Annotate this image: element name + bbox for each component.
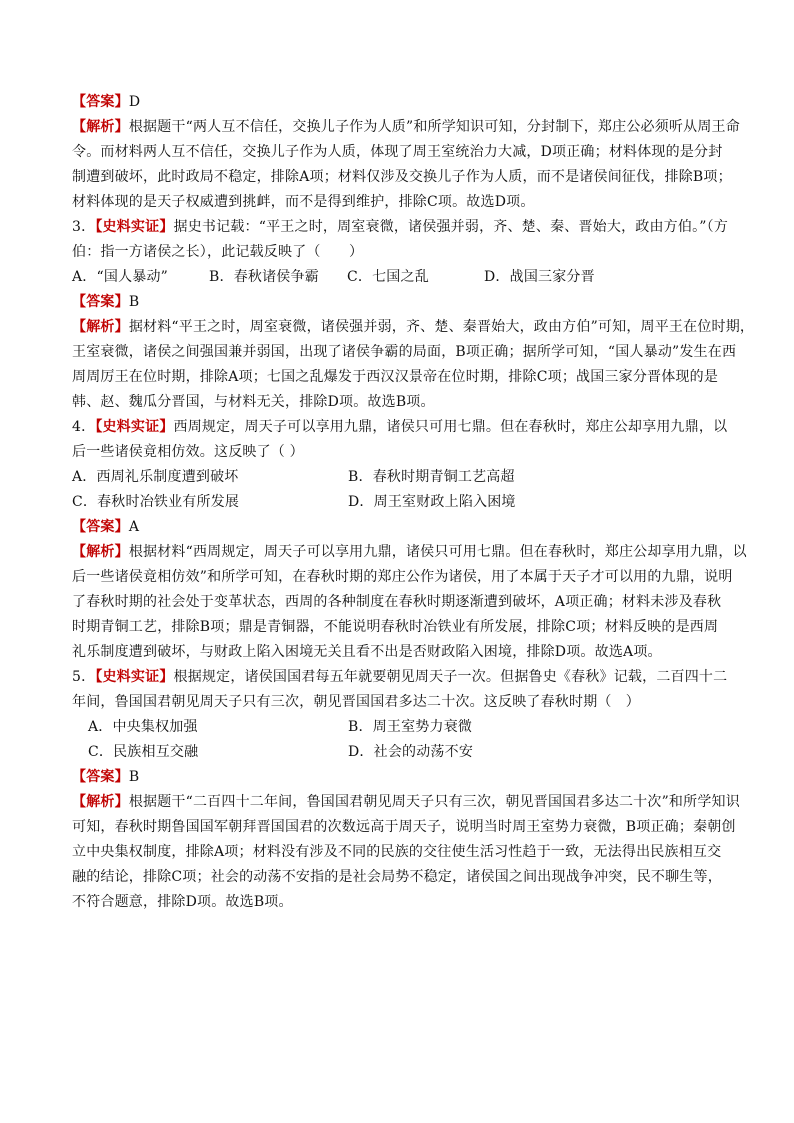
answer-value: B (128, 769, 140, 785)
option-row (72, 740, 724, 765)
analysis-line: 后一些诸侯竟相仿效”和所学可知，在春秋时期的郑庄公作为诸侯，用了本属于天子才可以用的九鼎，说明 (72, 569, 733, 585)
analysis-line: 制遭到破坏，此时政局不稳定，排除A项；材料仅涉及交换儿子作为人质，而不是诸侯间征伐，排除B项； (72, 169, 732, 185)
document-page (72, 90, 755, 915)
question-stem: 5．【史料实证】根据规定，诸侯国国君每五年就要朝见周天子一次。但据鲁史《春秋》记载，二百四十二 (72, 669, 728, 685)
option-b: B．春秋时期青铜工艺高超 (348, 469, 515, 485)
question-stem: 年间，鲁国国君朝见周天子只有三次，朝见晋国国君多达二十次。这反映了春秋时期（ ） (72, 694, 640, 710)
analysis-line: 可知，春秋时期鲁国国军朝拜晋国国君的次数远高于周天子，说明当时周王室势力衰微，B项正确；秦朝创 (72, 819, 736, 835)
analysis-line: 【解析】根据材料“西周规定，周天子可以享用九鼎，诸侯只可用七鼎。但在春秋时，郑庄公却享用九鼎，以 (72, 544, 747, 560)
option-a: A．中央集权加强 (88, 719, 198, 735)
question-stem: 4．【史料实证】西周规定，周天子可以享用九鼎，诸侯只可用七鼎。但在春秋时，郑庄公却享用九鼎，以 (72, 419, 728, 435)
analysis-line: 【解析】据材料“平王之时，周室衰微，诸侯强并弱，齐、楚、秦晋始大，政由方伯”可知，周平王在位时期， (72, 319, 755, 335)
question-number: 3． (72, 219, 96, 235)
question-stem: 3．【史料实证】据史书记载：“平王之时，周室衰微，诸侯强并弱，齐、楚、秦、晋始大，政由方伯。”（方 (72, 219, 729, 235)
option-d: D．周王室财政上陷入困境 (348, 494, 516, 510)
analysis-line: 材料体现的是天子权威遭到挑衅，而不是得到维护，排除C项。故选D项。 (72, 194, 535, 210)
option-row (72, 465, 724, 490)
answer-tag: 答案 (86, 294, 115, 310)
answer-line: 【答案】A (72, 519, 140, 535)
answer-line: 【答案】D (72, 94, 141, 110)
analysis-line: 周周厉王在位时期，排除A项；七国之乱爆发于西汉汉景帝在位时期，排除C项；战国三家分晋体现的是 (72, 369, 719, 385)
analysis-line: 立中央集权制度，排除A项；材料没有涉及不同的民族的交往使生活习性趋于一致，无法得出民族相互交 (72, 844, 722, 860)
question-number: 4． (72, 419, 96, 435)
option-d: D．社会的动荡不安 (348, 744, 474, 760)
option-a: A．西周礼乐制度遭到破坏 (72, 469, 239, 485)
option-b: B．周王室势力衰微 (348, 719, 473, 735)
option-d: D．战国三家分晋 (484, 269, 595, 285)
answer-value: B (128, 294, 140, 310)
question-number: 5． (72, 669, 96, 685)
option-row (72, 715, 724, 740)
option-b: B．春秋诸侯争霸 (209, 269, 319, 285)
source-tag: 史料实证 (102, 669, 160, 685)
analysis-line: 韩、赵、魏瓜分晋国，与材料无关，排除D项。故选B项。 (72, 394, 435, 410)
option-c: C．七国之乱 (347, 269, 429, 285)
source-tag: 史料实证 (102, 219, 160, 235)
answer-tag: 答案 (86, 519, 115, 535)
answer-value: D (128, 94, 141, 110)
answer-tag: 答案 (86, 94, 115, 110)
analysis-line: 【解析】根据题干“两人互不信任，交换儿子作为人质”和所学知识可知，分封制下，郑庄公必须听从周王命 (72, 119, 740, 135)
source-tag: 史料实证 (102, 419, 160, 435)
analysis-tag: 解析 (86, 319, 115, 335)
analysis-line: 令。而材料两人互不信任，交换儿子作为人质，体现了周王室统治力大减，D项正确；材料体现的是分封 (72, 144, 723, 160)
option-a: A．“国人暴动” (72, 269, 169, 285)
analysis-line: 时期青铜工艺，排除B项；鼎是青铜器，不能说明春秋时冶铁业有所发展，排除C项；材料反映的是西周 (72, 619, 719, 635)
answer-line: 【答案】B (72, 294, 140, 310)
option-row (72, 490, 724, 515)
analysis-line: 王室衰微，诸侯之间强国兼并弱国，出现了诸侯争霸的局面，B项正确；据所学可知，“国人暴动”发生在西 (72, 344, 737, 360)
answer-tag: 答案 (86, 769, 115, 785)
analysis-line: 不符合题意，排除D项。故选B项。 (72, 894, 293, 910)
option-c: C．春秋时冶铁业有所发展 (72, 494, 240, 510)
option-c: C．民族相互交融 (88, 744, 199, 760)
analysis-text: 根据题干“两人互不信任，交换儿子作为人质”和所学知识可知，分封制下，郑庄公必须听从周王命 (128, 119, 740, 135)
question-stem: 后一些诸侯竟相仿效。这反映了（ ） (72, 444, 304, 460)
question-stem: 伯：指一方诸侯之长），此记载反映了（ ） (72, 244, 364, 260)
option-row (72, 265, 724, 290)
analysis-tag: 解析 (86, 119, 115, 135)
analysis-tag: 解析 (86, 794, 115, 810)
analysis-line: 了春秋时期的社会处于变革状态，西周的各种制度在春秋时期逐渐遭到破坏，A项正确；材料未涉及春秋 (72, 594, 722, 610)
analysis-line: 融的结论，排除C项；社会的动荡不安指的是社会局势不稳定，诸侯国之间出现战争冲突，民不聊生等， (72, 869, 722, 885)
answer-value: A (128, 519, 140, 535)
answer-line: 【答案】B (72, 769, 140, 785)
analysis-line: 【解析】根据题干“二百四十二年间，鲁国国君朝见周天子只有三次，朝见晋国国君多达二十次”和所学知识 (72, 794, 740, 810)
analysis-tag: 解析 (86, 544, 115, 560)
analysis-line: 礼乐制度遭到破坏，与财政上陷入困境无关且看不出是否财政陷入困境，排除D项。故选A项。 (72, 644, 662, 660)
